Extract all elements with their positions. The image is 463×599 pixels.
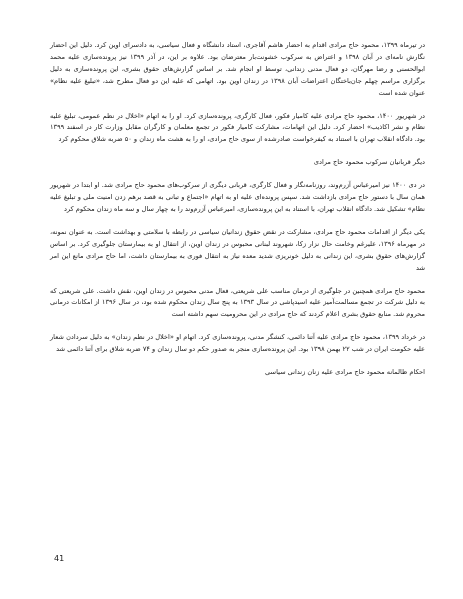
paragraph-ali-shariati: محمود حاج مرادی همچنین در جلوگیری از درمان مناسب علی شریعتی، فعال مدنی محبوس در زندان اوین، نقش داشت. علی شریعتی که به دلیل شرکت در تجمع مسالمت‌آمیز علیه اسیدپاشی در سال ۱۳۹۳ به پنج سال زندان محکوم شده بود، در سال ۱۳۹۶ از امکانات درمانی محروم شد. منابع حقوق بشری اعلام کردند که حاج مرادی در این محرومیت سهم داشته است [50,286,425,319]
paragraph-nizar-zakka: یکی دیگر از اقدامات محمود حاج مرادی، مشارکت در نقض حقوق زندانیان سیاسی در رابطه با سلامتی و بهداشت است. به عنوان نمونه، در مهرماه ۱۳۹۶، علیرغم وخامت حال نزار زکا، شهروند لبنانی محبوس در زندان اوین، از انتقال او به بیمارستان جلوگیری کرد. بر اساس گزارش‌های حقوق بشری، این زندانی به دلیل خونریزی شدید معده نیاز به انتقال فوری به بیمارستان داشت، اما حاج مرادی مانع این امر شد [50,227,425,272]
paragraph-atena-daemi: در خرداد ۱۳۹۹، محمود حاج مرادی علیه آتنا دائمی، کنشگر مدنی، پرونده‌سازی کرد. اتهام او «اخلال در نظم زندان» به دلیل سردادن شعار علیه حکومت ایران در شب ۲۲ بهمن ۱۳۹۸ بود. این پرونده‌سازی منجر به صدور حکم دو سال زندان و ۷۴ ضربه شلاق برای آتنا دائمی شد [50,333,426,354]
paragraph-kamyar-fakour: در شهریور ۱۴۰۰، محمود حاج مرادی علیه کامیار فکور، فعال کارگری، پرونده‌سازی کرد. او را به اتهام «اخلال در نظم عمومی، تبلیغ علیه نظام و نشر اکاذیب» احضار کرد. دلیل این اتهامات، مشارکت کامیار فکور در تجمع معلمان و کارگران مقابل وزارت کار در اسفند ۱۳۹۹ بود. دادگاه انقلاب تهران با استناد به کیفرخواست صادرشده از سوی حاج مرادی، او را به هشت ماه زندان و ۵۰ ضربه شلاق محکوم کرد [50,111,425,144]
section-heading-other-victims: دیگر قربانیان سرکوب محمود حاج مرادی [313,158,425,167]
paragraph-azarmvand: در دی ۱۴۰۰ نیز امیرعباس آزرم‌وند، روزنامه‌نگار و فعال کارگری، قربانی دیگری از سرکوب‌های محمود حاج مرادی شد. او ابتدا در شهریور همان سال با دستور حاج مرادی بازداشت شد. سپس پرونده‌ای علیه او به اتهام «اجتماع و تبانی به قصد برهم زدن امنیت ملی و تبلیغ علیه نظام» تشکیل شد. دادگاه انقلاب تهران، با استناد به این پرونده‌سازی، امیرعباس آزرم‌وند را به چهار سال و سه ماه زندان محکوم کرد [50,181,425,213]
paragraph-aghajari-mehregan: در تیرماه ۱۳۹۹، محمود حاج مرادی اقدام به احضار هاشم آقاجری، استاد دانشگاه و فعال سیاسی، به دادسرای اوین کرد. دلیل این احضار نگارش نامه‌ای در آبان ۱۳۹۸ و اعتراض به سرکوب خشونت‌بار معترضان بود. علاوه بر این، در آذر ۱۳۹۹ نیز پرونده‌سازی علیه محمد ابوالحسنی و رضا مهرگان، دو فعال مدنی زندانی، توسط او انجام شد. بر اساس گزارش‌های حقوق بشری، این پرونده‌سازی به دلیل برگزاری مراسم چهلم جان‌باختگان اعتراضات آبان ۱۳۹۸ در زندان اوین بود. اتهامی که علیه این دو فعال مطرح شد، «تبلیغ علیه نظام» عنوان شده است [50,41,426,97]
section-heading-women-prisoners: احکام ظالمانه محمود حاج مرادی علیه زنان زندانی سیاسی [265,368,425,377]
page-number: 41 [54,554,65,563]
